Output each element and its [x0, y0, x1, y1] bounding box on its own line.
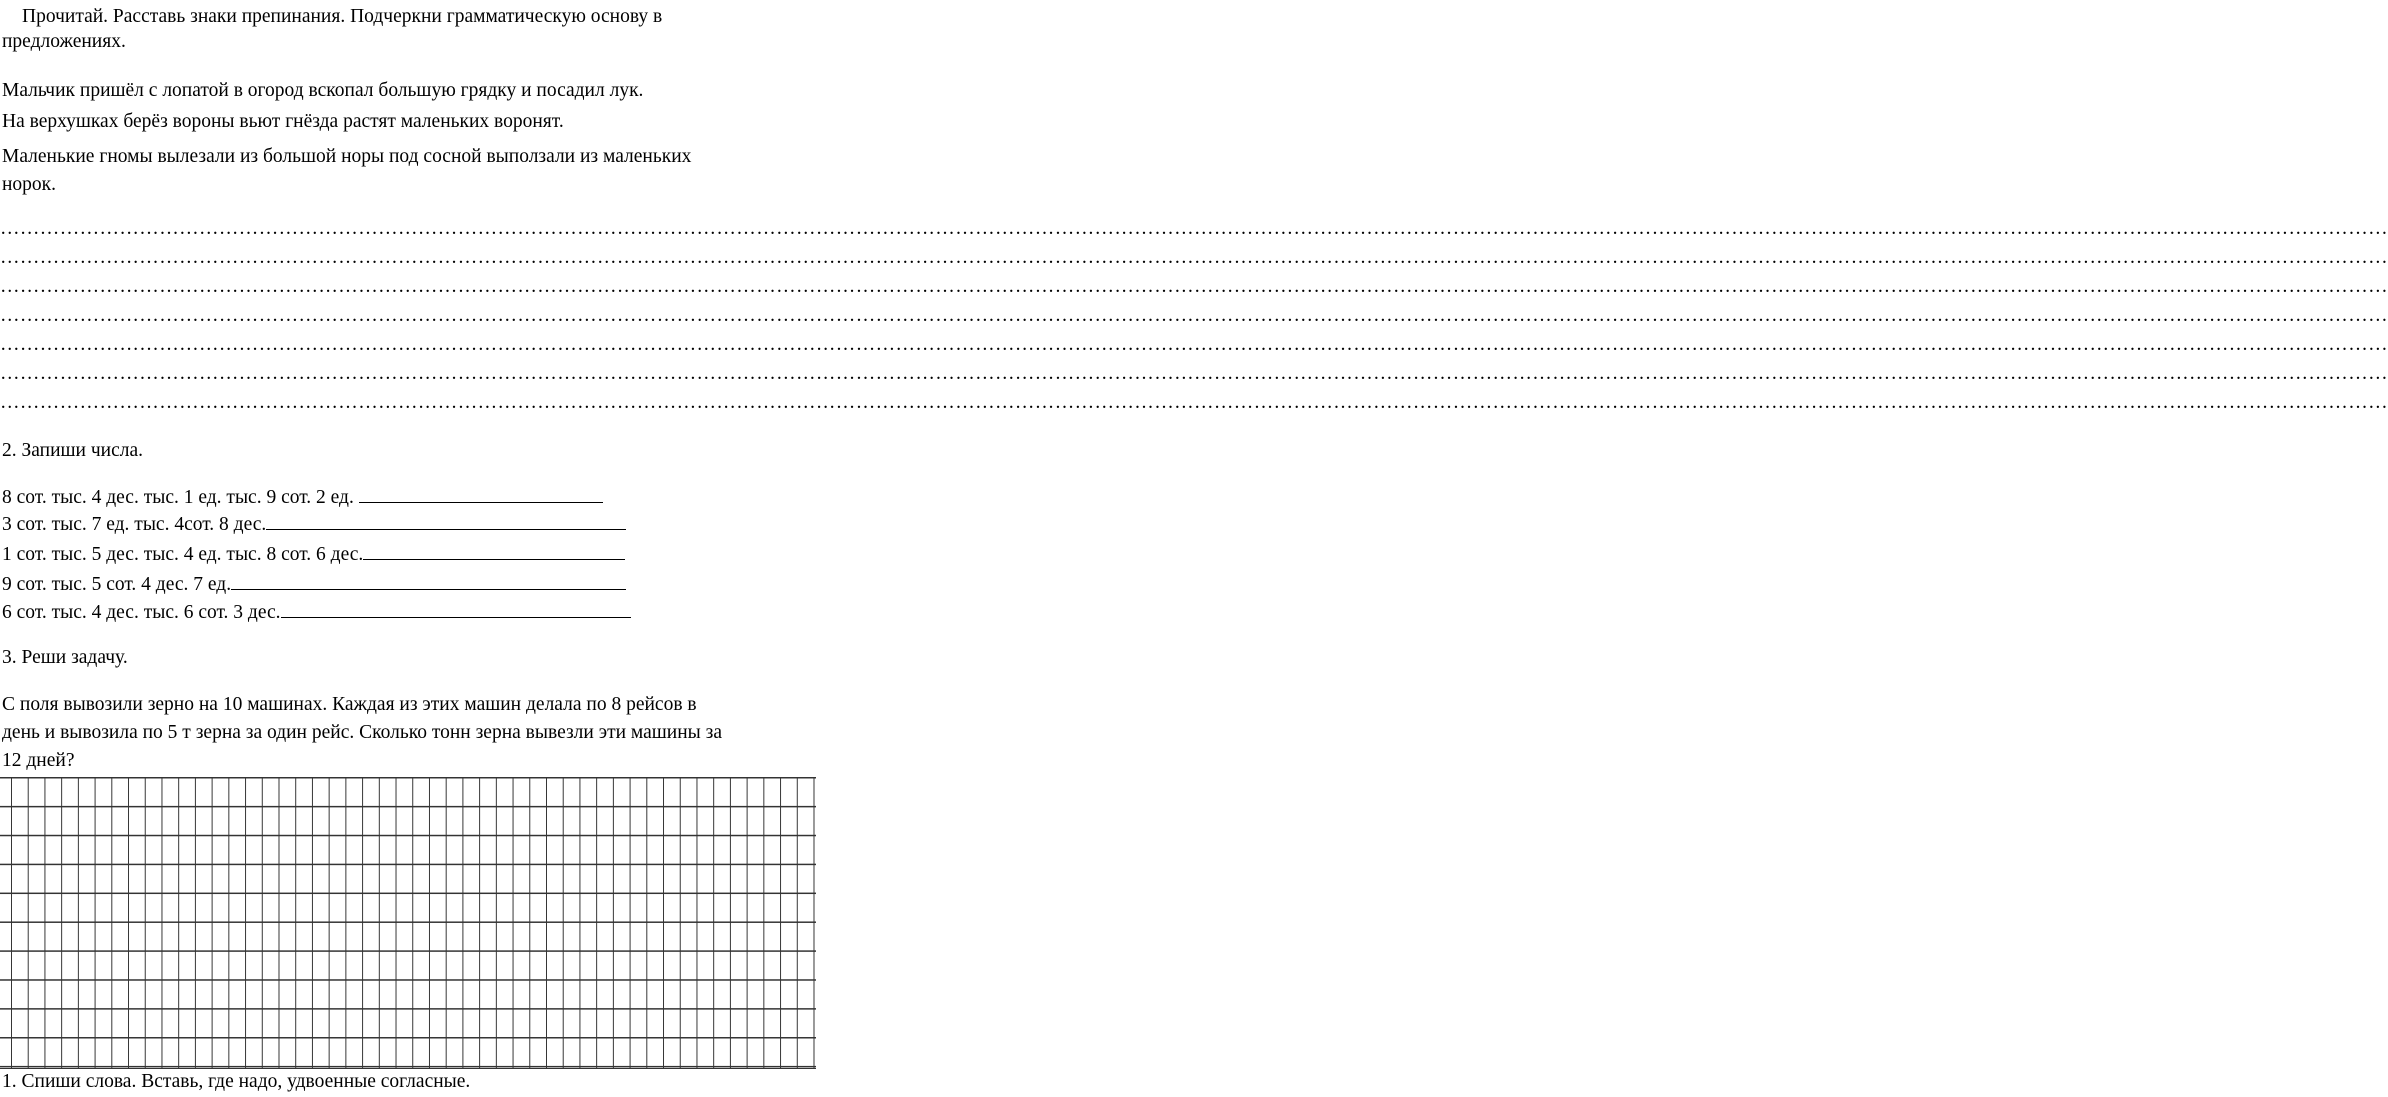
problem-line-2: день и вывозила по 5 т зерна за один рейс. Сколько тонн зерна вывезли эти машины за	[2, 722, 722, 743]
squared-answer-grid[interactable]	[0, 777, 816, 1069]
dotted-line[interactable]: ………………………………………………………………………………………………………………………………………………………………………………………………………………………………………………………………………………………………………………………………	[0, 363, 2388, 384]
sentence-1: Мальчик пришёл с лопатой в огород вскопал большую грядку и посадил лук.	[2, 80, 644, 101]
dotted-line[interactable]: ………………………………………………………………………………………………………………………………………………………………………………………………………………………………………………………………………………………………………………………………	[0, 276, 2388, 297]
problem-line-3: 12 дней?	[2, 750, 75, 771]
task2-title: 2. Запиши числа.	[2, 440, 144, 461]
task1-instruction: Прочитай. Расставь знаки препинания. Подчеркни грамматическую основу в	[22, 6, 663, 27]
task1-instruction-cont: предложениях.	[2, 31, 126, 52]
sentence-3-cont: норок.	[2, 174, 57, 195]
number-row-4[interactable]	[2, 573, 626, 596]
answer-blank[interactable]	[266, 513, 626, 530]
answer-blank[interactable]	[231, 573, 626, 590]
row-text: 9 сот. тыс. 5 сот. 4 дес. 7 ед.	[2, 574, 232, 595]
dotted-line[interactable]: ………………………………………………………………………………………………………………………………………………………………………………………………………………………………………………………………………………………………………………………………	[0, 218, 2388, 239]
dotted-line[interactable]: ………………………………………………………………………………………………………………………………………………………………………………………………………………………………………………………………………………………………………………………………	[0, 334, 2388, 355]
next-task-title: 1. Спиши слова. Вставь, где надо, удвоенные согласные.	[2, 1071, 471, 1092]
number-row-3[interactable]	[2, 543, 625, 566]
row-text: 6 сот. тыс. 4 дес. тыс. 6 сот. 3 дес.	[2, 602, 281, 623]
sentence-2: На верхушках берёз вороны вьют гнёзда растят маленьких воронят.	[2, 111, 564, 132]
task3-title: 3. Реши задачу.	[2, 647, 128, 668]
answer-blank[interactable]	[363, 543, 625, 560]
answer-blank[interactable]	[281, 601, 631, 618]
number-row-1[interactable]	[2, 486, 603, 509]
number-row-2[interactable]	[2, 513, 626, 536]
problem-line-1: С поля вывозили зерно на 10 машинах. Каждая из этих машин делала по 8 рейсов в	[2, 694, 697, 715]
sentence-3: Маленькие гномы вылезали из большой норы под сосной выползали из маленьких	[2, 146, 692, 167]
row-text: 3 сот. тыс. 7 ед. тыс. 4сот. 8 дес.	[2, 514, 267, 535]
dotted-line[interactable]: ………………………………………………………………………………………………………………………………………………………………………………………………………………………………………………………………………………………………………………………………	[0, 392, 2388, 413]
row-text: 8 сот. тыс. 4 дес. тыс. 1 ед. тыс. 9 сот. 2 ед.	[2, 487, 359, 508]
answer-blank[interactable]	[359, 486, 603, 503]
dotted-line[interactable]: ………………………………………………………………………………………………………………………………………………………………………………………………………………………………………………………………………………………………………………………………	[0, 305, 2388, 326]
dotted-line[interactable]: ………………………………………………………………………………………………………………………………………………………………………………………………………………………………………………………………………………………………………………………………	[0, 247, 2388, 268]
number-row-5[interactable]	[2, 601, 631, 624]
row-text: 1 сот. тыс. 5 дес. тыс. 4 ед. тыс. 8 сот. 6 дес.	[2, 544, 364, 565]
